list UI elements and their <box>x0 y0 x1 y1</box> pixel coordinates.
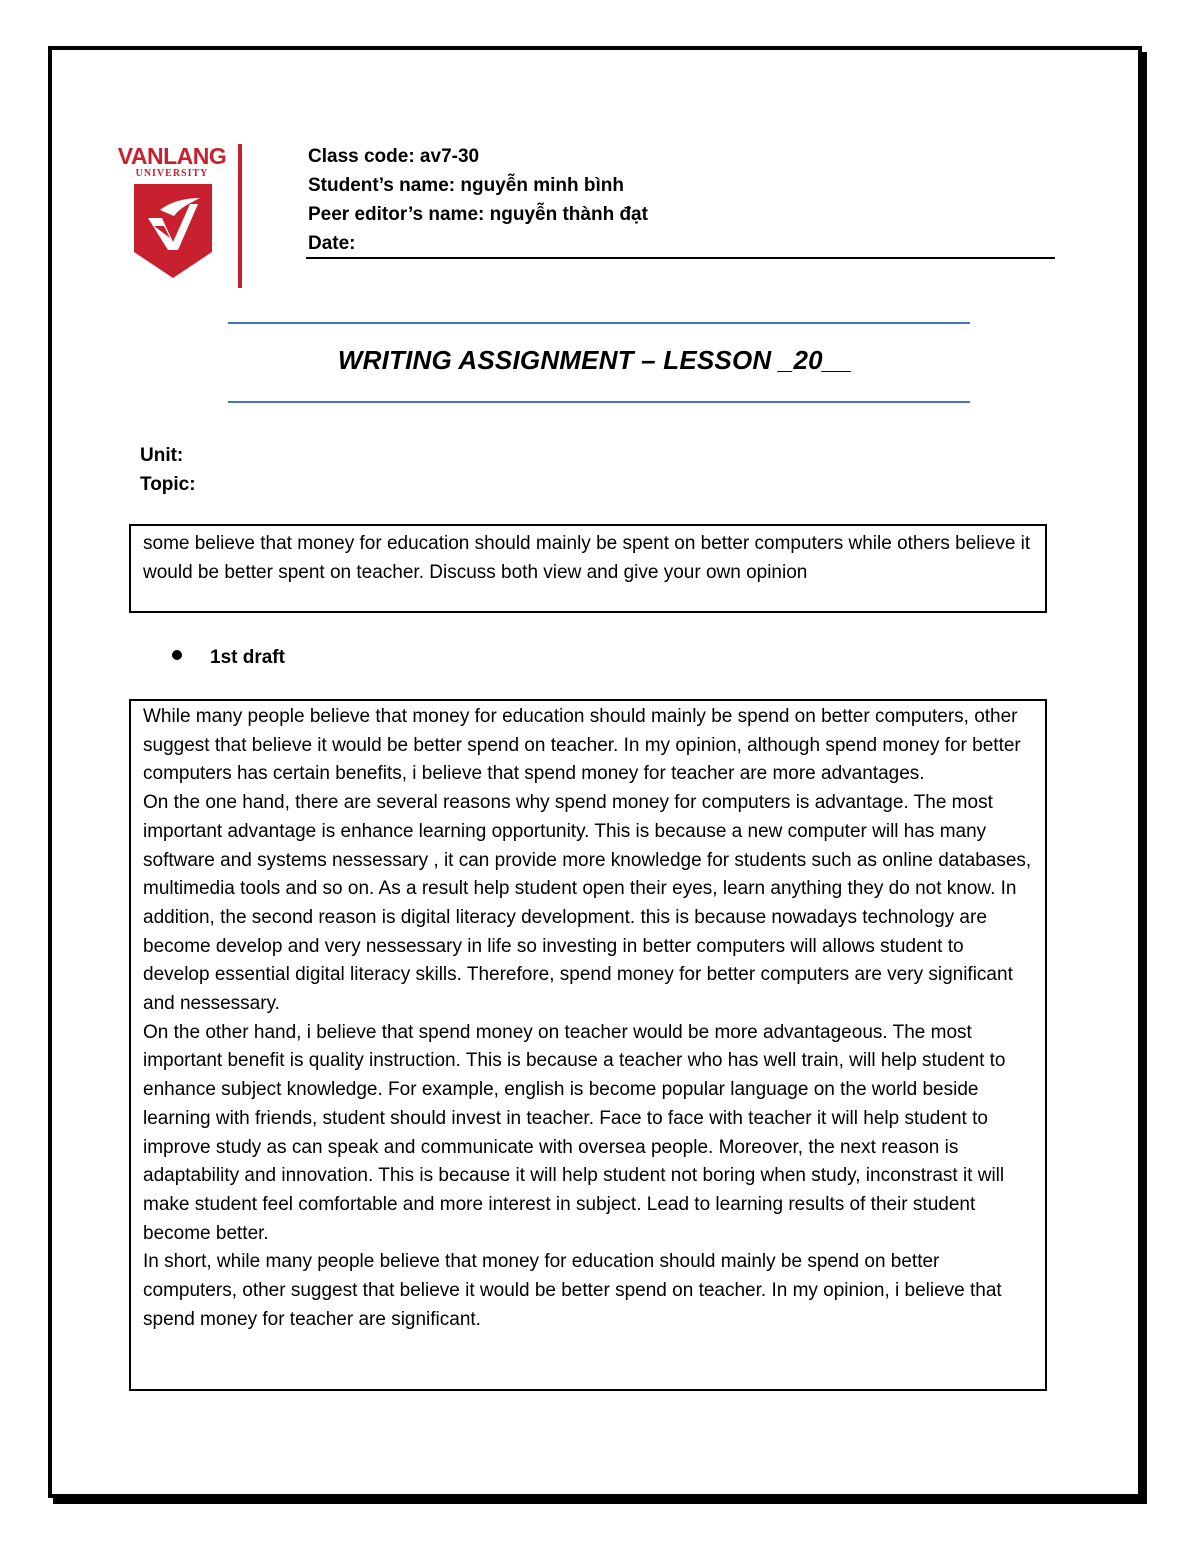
essay-box <box>129 699 1047 1391</box>
unit-topic-labels <box>140 441 196 499</box>
logo-divider <box>238 144 242 288</box>
date-field: Date: <box>308 233 356 254</box>
topic-box: some believe that money for education should mainly be spent on better computers while others believe it would be better spent on teacher. Discuss both view and give your own opinion <box>129 524 1047 613</box>
title-rule-top <box>228 322 970 324</box>
peer-editor-name: Peer editor’s name: nguyễn thành đạt <box>308 204 648 225</box>
essay-paragraph: While many people believe that money for education should mainly be spend on better computers, other suggest that believe it would be better spend on teacher. In my opinion, although spend money for better computers has certain benefits, i believe that spend money for teacher are more advantages. <box>143 706 1021 785</box>
topic-label: Topic: <box>140 474 196 495</box>
essay-paragraph: On the other hand, i believe that spend money on teacher would be more advantageous. The most important benefit is quality instruction. This is because a teacher who has well train, will help student to enhance subject knowledge. For example, english is become popular language on the world beside learning with friends, student should invest in teacher. Face to face with teacher it will help student to improve study as can speak and communicate with oversea people. Moreover, the next reason is adaptability and innovation. This is because it will help student not boring when study, inconstrast it will make student feel comfortable and more interest in subject. Lead to learning results of their student become better. <box>143 1021 1006 1244</box>
logo-wordmark: VANLANG <box>117 143 227 169</box>
logo-subtitle: UNIVERSITY <box>135 168 209 179</box>
page-title: WRITING ASSIGNMENT – LESSON _20__ <box>337 345 853 375</box>
draft-label: 1st draft <box>210 647 285 668</box>
title-rule-bottom <box>228 401 970 403</box>
unit-label: Unit: <box>140 445 184 466</box>
class-code: Class code: av7-30 <box>308 146 480 167</box>
header-divider <box>306 257 1055 259</box>
draft-heading <box>172 643 285 672</box>
student-name: Student’s name: nguyễn minh bình <box>308 175 624 196</box>
shield-icon <box>134 184 212 278</box>
header-info <box>308 142 648 258</box>
essay-paragraph: On the one hand, there are several reasons why spend money for computers is advantage. The most important advantage is enhance learning opportunity. This is because a new computer will has many software and systems nessessary , it can provide more knowledge for students such as online databases, multimedia tools and so on. As a result help student open their eyes, learn anything they do not know. In addition, the second reason is digital literacy development. this is because nowadays technology are become develop and very nessessary in life so investing in better computers will allows student to develop essential digital literacy skills. Therefore, spend money for better computers are very significant and nessessary. <box>143 792 1032 1015</box>
essay-paragraph: In short, while many people believe that money for education should mainly be spend on better computers, other suggest that believe it would be better spend on teacher. In my opinion, i believe that spend money for teacher are significant. <box>143 1251 1002 1330</box>
university-logo <box>112 144 242 290</box>
bullet-icon <box>172 650 182 660</box>
